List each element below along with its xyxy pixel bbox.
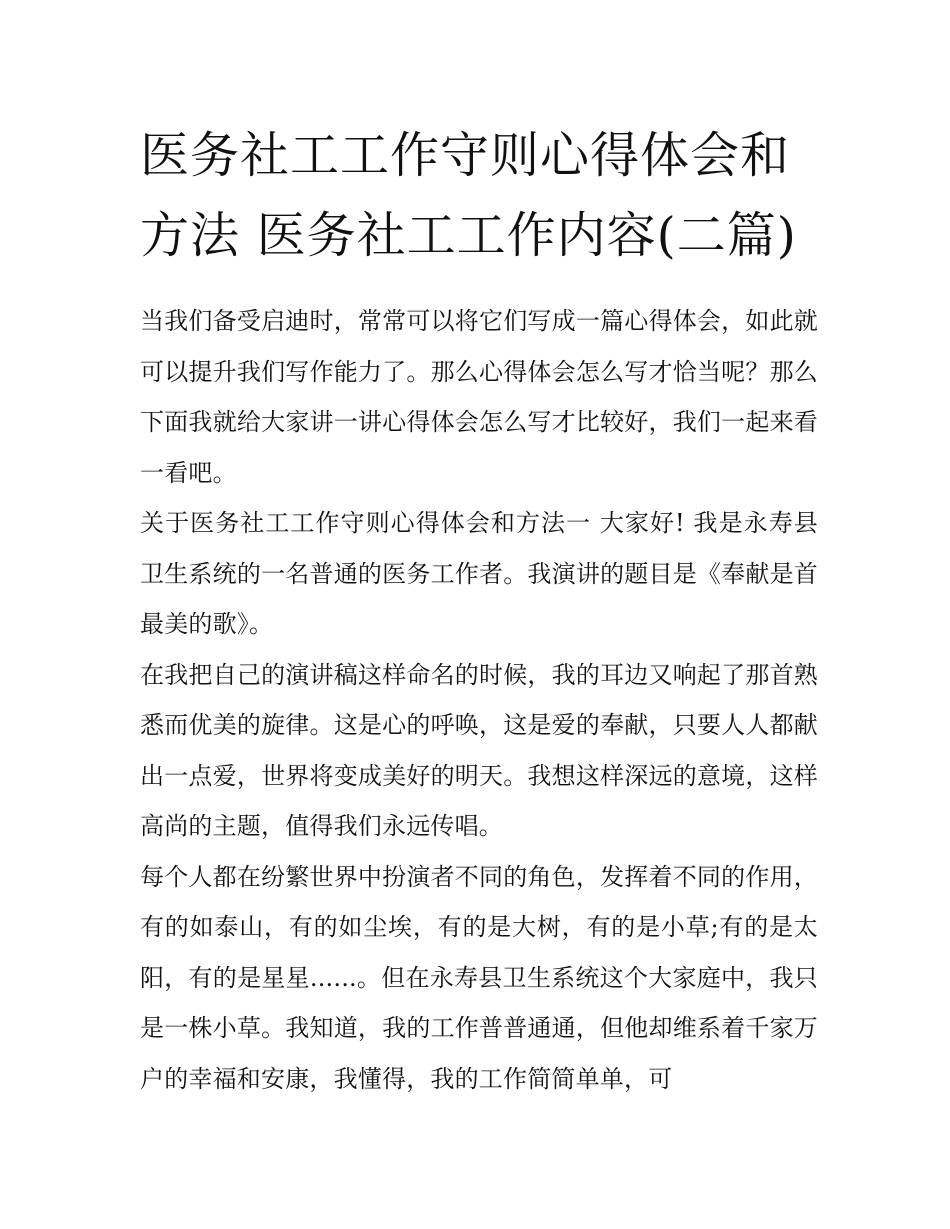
document-title: 医务社工工作守则心得体会和方法 医务社工工作内容(二篇) xyxy=(140,127,797,264)
paragraph-song: 在我把自己的演讲稿这样命名的时候，我的耳边又响起了那首熟悉而优美的旋律。这是心的呼唤，这是爱的奉献，只要人人都献出一点爱，世界将变成美好的明天。我想这样深远的意境，这样高尚的主题，值得我们永远传唱。 xyxy=(140,660,818,840)
paragraph-opening: 关于医务社工工作守则心得体会和方法一 大家好! 我是永寿县卫生系统的一名普通的医务工作者。我演讲的题目是《奉献是首最美的歌》。 xyxy=(140,509,818,638)
paragraph-roles: 每个人都在纷繁世界中扮演者不同的角色，发挥着不同的作用，有的如泰山，有的如尘埃，有的是大树，有的是小草;有的是太阳，有的是星星......。但在永寿县卫生系统这个大家庭中，我只是一株小草。我知道，我的工作普普通通，但他却维系着千家万户的幸福和安康，我懂得，我的工作简简单单，可 xyxy=(140,862,818,1093)
document-body xyxy=(140,296,818,1104)
document-content xyxy=(140,116,818,1104)
paragraph-intro: 当我们备受启迪时，常常可以将它们写成一篇心得体会，如此就可以提升我们写作能力了。那么心得体会怎么写才恰当呢？那么下面我就给大家讲一讲心得体会怎么写才比较好，我们一起来看一看吧。 xyxy=(140,307,818,487)
